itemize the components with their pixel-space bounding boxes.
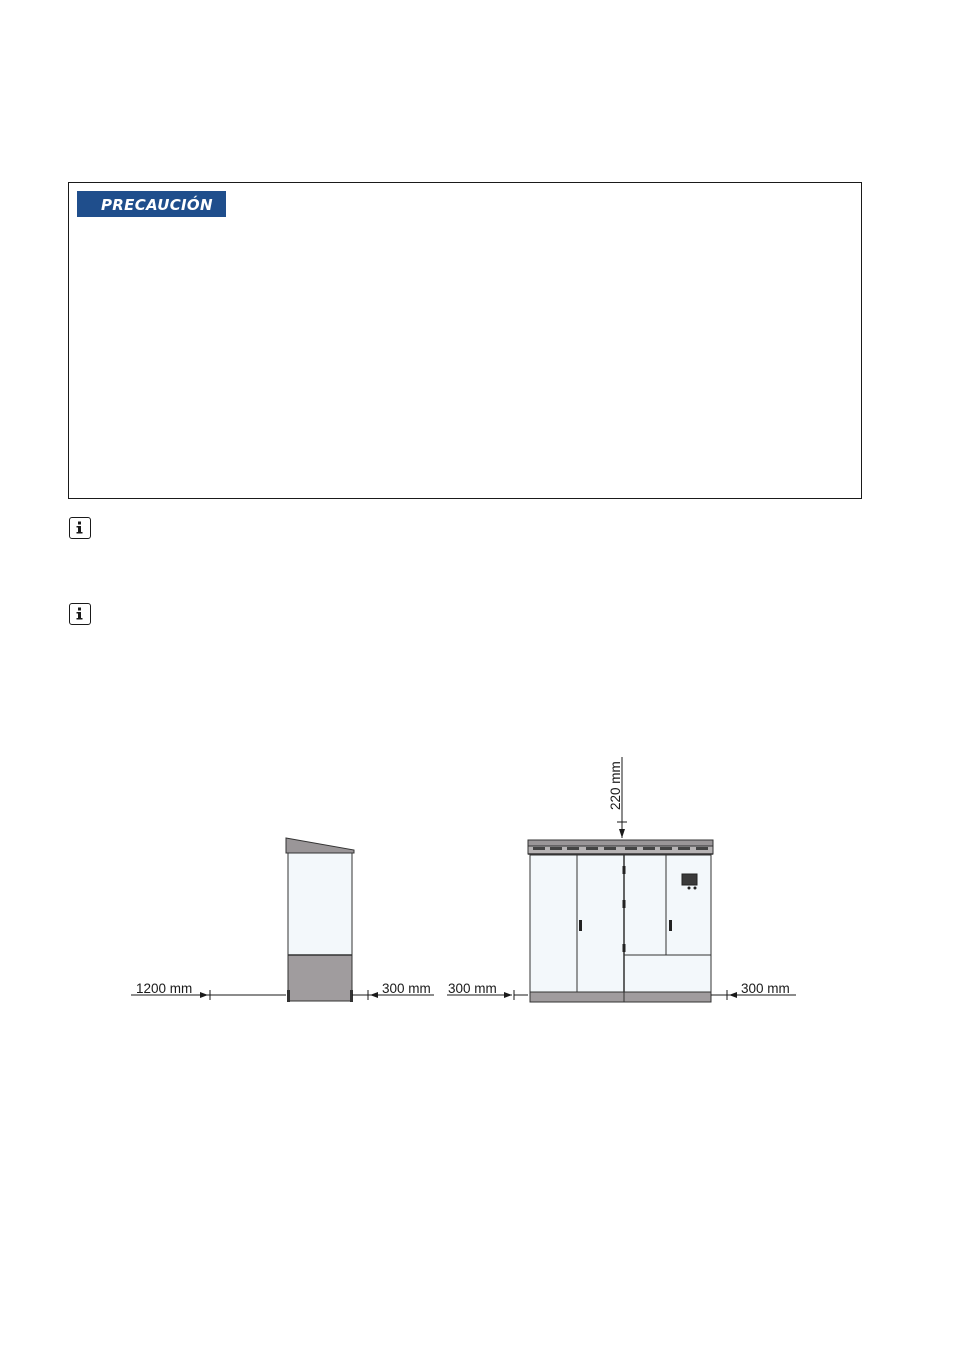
cabinet-side-view — [286, 838, 354, 1002]
dim-side-right: 300 mm — [382, 981, 431, 996]
dim-side-left: 1200 mm — [136, 981, 193, 996]
cabinet-front-view — [528, 840, 713, 1002]
dim-front-top: 220 mm — [608, 761, 623, 810]
dim-front-left: 300 mm — [448, 981, 497, 996]
caution-badge: PRECAUCIÓN — [77, 191, 226, 217]
dim-front-right: 300 mm — [741, 981, 790, 996]
